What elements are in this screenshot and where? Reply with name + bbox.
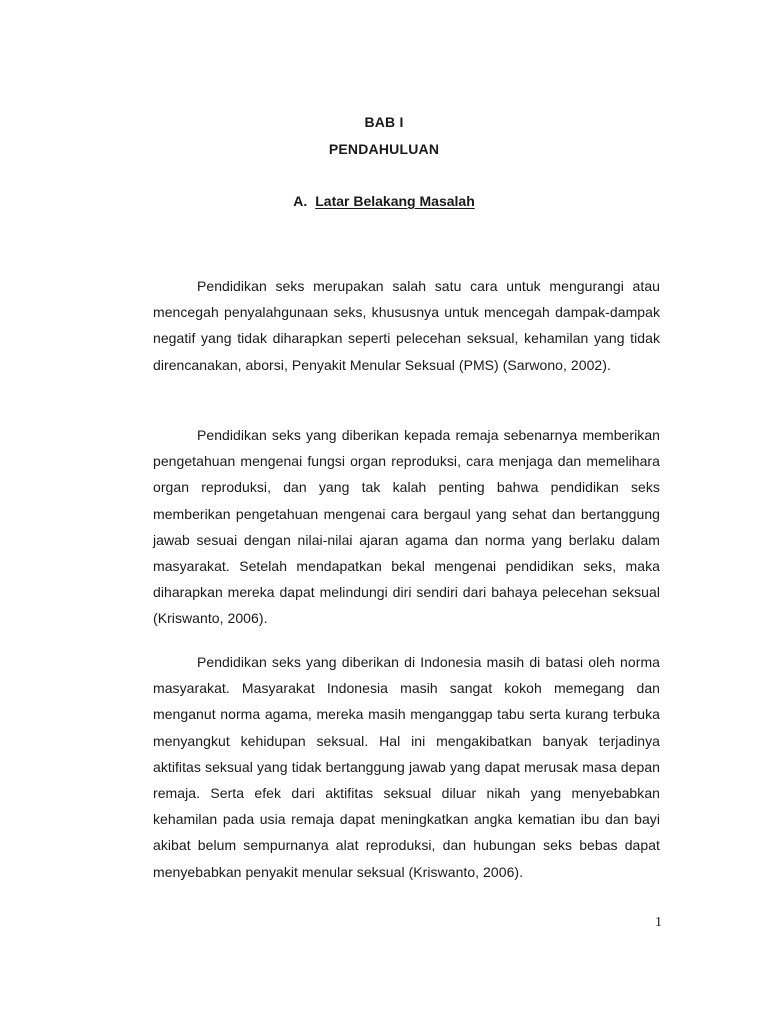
section-heading — [0, 193, 768, 209]
chapter-heading: BAB I — [364, 114, 404, 130]
section-letter: A. — [293, 193, 308, 209]
paragraph-1: Pendidikan seks merupakan salah satu cara untuk mengurangi atau mencegah penyalahgunaan seks, khususnya untuk mencegah dampak-dampak negatif yang tidak diharapkan seperti pelecehan seksual, kehamilan yang tidak direncanakan, aborsi, Penyakit Menular Seksual (PMS) (Sarwono, 2002). — [153, 278, 660, 373]
chapter-title: PENDAHULUAN — [328, 141, 440, 157]
section-title: Latar Belakang Masalah — [315, 193, 475, 209]
page-number: 1 — [655, 915, 662, 930]
paragraph-2: Pendidikan seks yang diberikan kepada remaja sebenarnya memberikan pengetahuan mengenai fungsi organ reproduksi, cara menjaga dan memelihara organ reproduksi, dan yang tak kalah penting bahwa pendidikan seks memberikan pengetahuan mengenai cara bergaul yang sehat dan bertanggung jawab sesuai dengan nilai-nilai ajaran agama dan norma yang berlaku dalam masyarakat. Setelah mendapatkan bekal mengenai pendidikan seks, maka diharapkan mereka dapat melindungi diri sendiri dari bahaya pelecehan seksual (Kriswanto, 2006). — [153, 427, 660, 627]
paragraph-3: Pendidikan seks yang diberikan di Indonesia masih di batasi oleh norma masyarakat. Masyarakat Indonesia masih sangat kokoh memegang dan menganut norma agama, mereka masih menganggap tabu serta kurang terbuka menyangkut kehidupan seksual. Hal ini mengakibatkan banyak terjadinya aktifitas seksual yang tidak bertanggung jawab yang dapat merusak masa depan remaja. Serta efek dari aktifitas seksual diluar nikah yang menyebabkan kehamilan pada usia remaja dapat meningkatkan angka kematian ibu dan bayi akibat belum sempurnanya alat reproduksi, dan hubungan seks bebas dapat menyebabkan penyakit menular seksual (Kriswanto, 2006). — [153, 654, 660, 880]
